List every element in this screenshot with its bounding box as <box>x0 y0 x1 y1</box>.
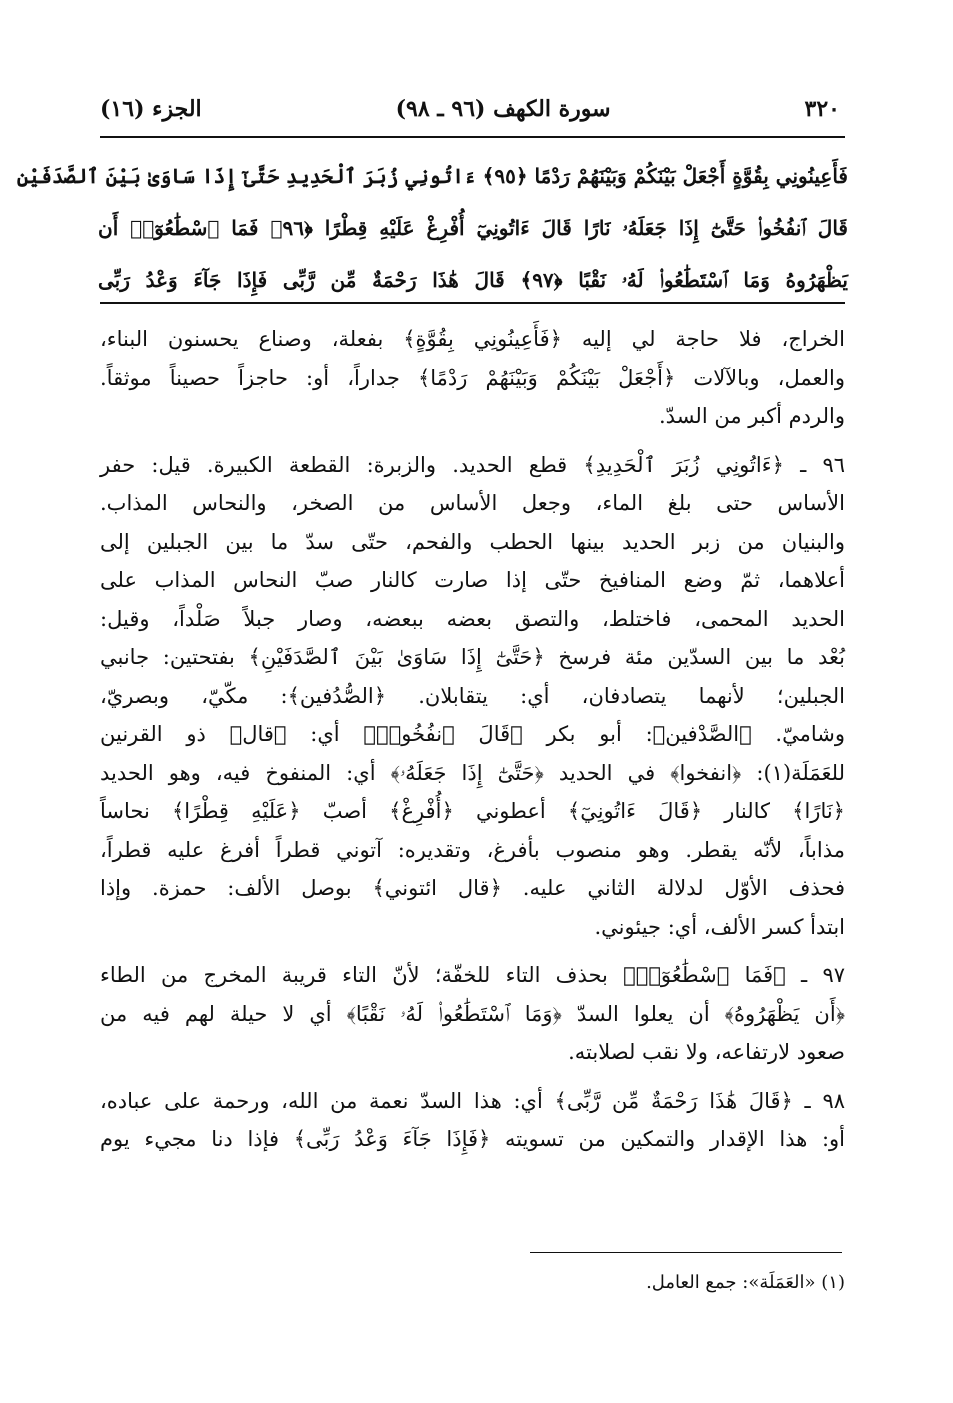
text-line: أعلاهما، ثمّ وضع المنافيخ حتّى إذا صارت كالنار صبّ النحاس المذاب على <box>100 568 845 592</box>
text-line: مذاباً، لأنّه يقطر. وهو منصوب بأفرغ، وتقديره: آتوني قطراً أفرغ عليه قطراً، <box>100 837 845 862</box>
text-line: ٩٨ ـ ﴿قَالَ هَٰذَا رَحْمَةٌ مِّن رَّبِّى﴾ أي: هذا السدّ نعمة من الله، ورحمة على عباده، <box>100 1088 845 1113</box>
text-line: فحذف الأوّل لدلالة الثاني عليه. ﴿قال ائتوني﴾ بوصل الألف: حمزة. وإذا <box>100 876 845 900</box>
text-line: ٩٦ ـ ﴿ءَاتُونِي زُبَرَ ٱلْحَدِيدِ﴾ قطع الحديد. والزبرة: القطعة الكبيرة. قيل: حفر <box>100 452 845 477</box>
text-line: صعود لارتفاعه، ولا نقب لصلابته. <box>568 1040 845 1064</box>
page-number: ٣٢٠ <box>804 96 840 122</box>
quran-line: يَظْهَرُوهُ وَمَا ٱسْتَطَٰعُوا۟ لَهُۥ نَقْبًا ﴿٩٧﴾ قَالَ هَٰذَا رَحْمَةٌ مِّن رَّبِّى فَإِذَا جَآءَ وَعْدُ رَبِّى <box>98 268 848 292</box>
text-line: والعمل، وبالآلات ﴿أَجْعَلْ بَيْنَكُمْ وَبَيْنَهُمْ رَدْمًا﴾ جداراً، أو: حاجزاً حصيناً موثقاً. <box>100 365 845 390</box>
text-line: ﴿أَن يَظْهَرُوهُ﴾ أن يعلوا السدّ ﴿وَمَا ٱسْتَطَٰعُوا۟ لَهُۥ نَقْبًا﴾ أي لا حيلة لهم فيه من <box>100 1001 845 1026</box>
text-line: ﴿نَارًا﴾ كالنار ﴿قَالَ ءَاتُونِيٓ﴾ أعطوني ﴿أُفْرِغْ﴾ أصبّ ﴿عَلَيْهِ قِطْرًا﴾ نحاساً <box>100 799 845 823</box>
text-line: أو: هذا الإقدار والتمكين من تسويته ﴿فَإِذَا جَآءَ وَعْدُ رَبِّى﴾ فإذا دنا مجيء يوم <box>100 1127 845 1151</box>
text-line: للعَمَلَة(١): ﴿انفخوا﴾ في الحديد ﴿حَتَّىٰٓ إِذَا جَعَلَهُۥ﴾ أي: المنفوخ فيه، وهو الحديد <box>100 760 845 785</box>
text-line: الأساس حتى بلغ الماء، وجعل الأساس من الصخر، والنحاس المذاب. <box>100 491 845 515</box>
text-line: ابتدأ كسر الألف، أي: جيئوني. <box>594 914 845 939</box>
header-rule <box>100 136 845 138</box>
text-line: ٩٧ ـ ﴿فَمَا ٱسْطَٰعُوٓا۟﴾ بحذف التاء للخفّة؛ لأنّ التاء قريبة المخرج من الطاء <box>100 963 845 987</box>
surah-title: سورة الكهف (٩٦ ـ ٩٨) <box>395 96 611 122</box>
verses-rule <box>100 302 845 304</box>
paragraph-97 <box>100 956 845 1072</box>
commentary <box>100 320 845 1169</box>
juz-label: الجزء (١٦) <box>100 96 202 122</box>
text-line: والردم أكبر من السدّ. <box>659 404 845 428</box>
text-line: وشاميّ. ﴿الصَّدْفين﴾: أبو بكر ﴿قَالَ ٱنفُخُوا۟﴾ أي: ﴿قال﴾ ذو القرنين <box>100 722 845 746</box>
quran-line: فَأَعِينُونِي بِقُوَّةٍ أَجْعَلْ بَيْنَكُمْ وَبَيْنَهُمْ رَدْمًا ﴿٩٥﴾ ءَاتُونِي زُبَرَ ٱلْحَدِيدِ حَتَّىٰٓ إِذَا سَاوَىٰ بَيْنَ ٱلصَّدَفَيْنِ <box>16 164 848 188</box>
text-line: الحديد المحمى، فاختلط، والتصق بعضه ببعضه، وصار جبلاً صَلْداً، وقيل: <box>100 606 845 631</box>
footnote-rule <box>530 1252 842 1253</box>
text-line: الخراج، فلا حاجة لي إليه ﴿فَأَعِينُونِي بِقُوَّةٍ﴾ بفعلة، وصناع يحسنون البناء، <box>100 327 845 351</box>
footnote: (١) «العَمَلَة»: جمع العامل. <box>646 1272 845 1293</box>
text-line: بُعْد ما بين السدّين مئة فرسخ ﴿حَتَّىٰٓ إِذَا سَاوَىٰ بَيْنَ ٱلصَّدَفَيْنِ﴾ بفتحتين: جانبي <box>100 645 845 669</box>
paragraph-98 <box>100 1082 845 1159</box>
text-line: والبنيان من زبر الحديد بينها الحطب والفحم، حتّى سدّ ما بين الجبلين إلى <box>100 529 845 554</box>
page-header <box>100 88 840 130</box>
quran-line: قَالَ ٱنفُخُوا۟ حَتَّىٰٓ إِذَا جَعَلَهُۥ نَارًا قَالَ ءَاتُونِيٓ أُفْرِغْ عَلَيْهِ قِطْرًا ﴿٩٦﴾ فَمَا ٱسْطَٰعُوٓا۟ أَن <box>98 216 848 240</box>
paragraph-96 <box>100 446 845 947</box>
quran-verses <box>16 150 848 306</box>
text-line: الجبلين؛ لأنهما يتصادفان، أي: يتقابلان. ﴿الصُّدُفين﴾: مكّيّ، وبصريّ، <box>100 683 845 708</box>
paragraph <box>100 320 845 436</box>
